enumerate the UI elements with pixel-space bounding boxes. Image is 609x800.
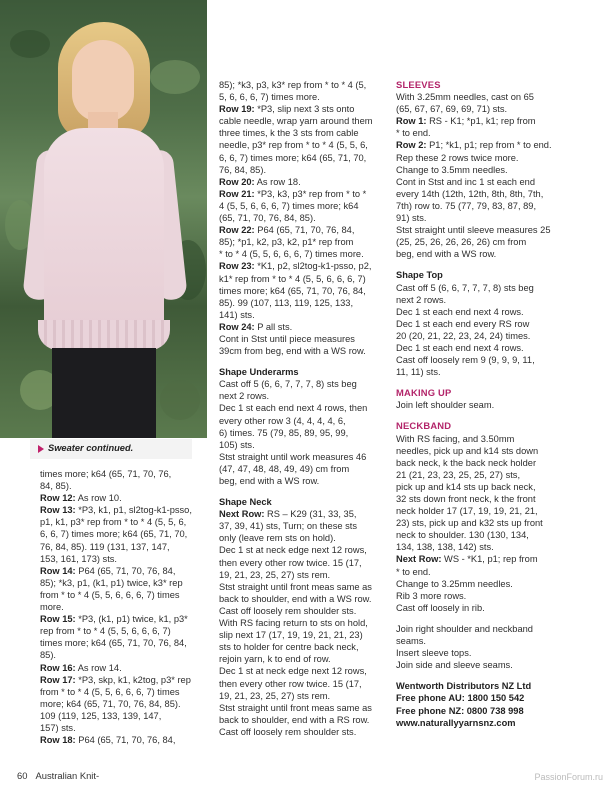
text-line	[40, 649, 210, 661]
text-line	[219, 475, 389, 487]
text-line	[396, 553, 601, 565]
body-text: from * to * 4 (5, 5, 6, 6, 6, 7) times	[40, 686, 180, 697]
body-text: 85); *k3, p3, k3* rep from * to * 4 (5,	[219, 80, 367, 90]
column-2	[219, 79, 389, 738]
magazine-name: Australian Knit-	[35, 770, 100, 781]
bold-label: www.naturallyyarnsnz.com	[396, 717, 516, 728]
body-text: Cast off 5 (6, 6, 7, 7, 7, 8) sts beg	[396, 282, 534, 293]
text-line	[396, 330, 601, 342]
body-text: 84, 85).	[40, 481, 72, 492]
text-line	[396, 420, 601, 432]
text-line	[396, 164, 601, 176]
body-text: With 3.25mm needles, cast on 65	[396, 92, 534, 103]
text-line	[219, 176, 389, 188]
body-text: more; k64 (65, 71, 70, 76, 84, 85).	[40, 698, 181, 709]
text-line	[40, 516, 210, 528]
text-line	[219, 309, 389, 321]
text-line	[40, 577, 210, 589]
body-text: Dec 1 st each end every RS row	[396, 318, 530, 329]
text-line	[396, 103, 601, 115]
text-line	[219, 690, 389, 702]
text-line	[219, 91, 389, 103]
model-photo	[0, 0, 207, 438]
text-line	[396, 282, 601, 294]
body-text: RS – K29 (31, 33, 35,	[264, 509, 357, 520]
text-line	[396, 387, 601, 399]
body-text: neck holder 17 (17, 19, 19, 21, 21,	[396, 506, 538, 517]
body-text: k1* rep from * to * 4 (5, 5, 6, 6, 6, 7)	[219, 273, 366, 284]
text-line	[396, 79, 601, 91]
body-text: 141) sts.	[219, 309, 255, 320]
text-line	[219, 714, 389, 726]
body-text: 85); *p1, k2, p3, k2, p1* rep from	[219, 237, 354, 248]
text-line	[396, 481, 601, 493]
text-line	[219, 200, 389, 212]
body-text: more.	[40, 602, 64, 613]
body-text: Join side and sleeve seams.	[396, 660, 513, 671]
body-text: 85).	[40, 650, 57, 661]
text-line	[396, 529, 601, 541]
sweater-image	[44, 128, 164, 338]
spacer	[219, 357, 389, 366]
text-line	[396, 505, 601, 517]
body-text: 19, 21, 23, 25, 27) sts rem.	[219, 569, 331, 580]
text-line	[219, 248, 389, 260]
text-line	[219, 345, 389, 357]
body-text: *P3, slip next 3 sts onto	[254, 104, 355, 115]
text-line	[40, 710, 210, 722]
text-line	[219, 451, 389, 463]
text-line	[219, 402, 389, 414]
body-text: Cast off 5 (6, 6, 7, 7, 7, 8) sts beg	[219, 379, 357, 390]
column-1	[40, 468, 210, 746]
text-line	[219, 617, 389, 629]
bold-label: Free phone AU: 1800 150 542	[396, 693, 525, 704]
bold-label: Row 14:	[40, 565, 76, 576]
watermark: PassionForum.ru	[534, 772, 603, 782]
text-line	[219, 665, 389, 677]
text-line	[396, 445, 601, 457]
body-text: 6) times. 75 (79, 85, 89, 95, 99,	[219, 427, 349, 438]
text-line	[40, 565, 210, 577]
text-line	[396, 91, 601, 103]
body-text: slip next 17 (17, 19, 19, 21, 21, 23)	[219, 630, 363, 641]
text-line	[219, 415, 389, 427]
text-line	[219, 581, 389, 593]
bold-label: Row 16:	[40, 662, 76, 673]
body-text: Stst straight until sleeve measures 25	[396, 225, 551, 236]
body-text: neck to shoulder. 130 (130, 134,	[396, 530, 529, 541]
body-text: back neck, k the back neck holder	[396, 457, 537, 468]
body-text: 7th) row to. 75 (77, 79, 83, 87, 89,	[396, 200, 537, 211]
text-line	[219, 605, 389, 617]
body-text: 76, 84, 85). 119 (131, 137, 147,	[40, 541, 170, 552]
body-text: 157) sts.	[40, 722, 76, 733]
spacer	[396, 260, 601, 269]
body-text: Dec 1 st each end next 4 rows.	[396, 342, 524, 353]
bold-label: Next Row:	[219, 509, 265, 520]
text-line	[40, 553, 210, 565]
body-text: 20 (20, 21, 22, 23, 24, 24) times.	[396, 330, 531, 341]
text-line	[40, 613, 210, 625]
body-text: pick up and k14 sts up back neck,	[396, 481, 536, 492]
bold-label: Row 18:	[40, 735, 76, 746]
body-text: Change to 3.25mm needles.	[396, 578, 513, 589]
text-line	[219, 629, 389, 641]
text-line	[40, 504, 210, 516]
text-line	[219, 641, 389, 653]
body-text: needles, pick up and k14 sts down	[396, 445, 539, 456]
text-line	[219, 224, 389, 236]
text-line	[396, 590, 601, 602]
bold-label: Free phone NZ: 0800 738 998	[396, 705, 524, 716]
text-line	[219, 127, 389, 139]
bold-label: Row 24:	[219, 321, 255, 332]
body-text: With RS facing return to sts on hold,	[219, 618, 368, 629]
text-line	[396, 399, 601, 411]
body-text: P64 (65, 71, 70, 76, 84,	[75, 565, 176, 576]
body-text: Dec 1 st at neck edge next 12 rows,	[219, 545, 367, 556]
body-text: p1, k1, p3* rep from * to * 4 (5, 5, 6,	[40, 517, 187, 528]
body-text: * to * 4 (5, 5, 6, 6, 6, 7) times more.	[219, 249, 364, 260]
spacer	[396, 614, 601, 623]
bold-label: Row 22:	[219, 225, 255, 236]
body-text: times more; k64 (65, 71, 70, 76, 84,	[219, 285, 366, 296]
bold-label: Row 21:	[219, 188, 255, 199]
text-line	[396, 188, 601, 200]
text-line	[219, 79, 389, 91]
text-line	[40, 662, 210, 674]
bold-label: Shape Neck	[219, 497, 272, 508]
bold-label: Row 20:	[219, 176, 255, 187]
body-text: next 2 rows.	[396, 294, 447, 305]
page-footer	[17, 770, 99, 781]
text-line	[219, 390, 389, 402]
text-line	[219, 439, 389, 451]
text-line	[396, 517, 601, 529]
body-text: 6, 6, 7) times more; k64 (65, 71, 70,	[40, 529, 188, 540]
text-line	[219, 544, 389, 556]
body-text: Change to 3.5mm needles.	[396, 164, 508, 175]
text-line	[396, 680, 601, 692]
text-line	[396, 566, 601, 578]
text-line	[40, 601, 210, 613]
bold-label: Row 23:	[219, 261, 255, 272]
continued-label: Sweater continued.	[48, 443, 134, 453]
body-text: Rib 3 more rows.	[396, 590, 467, 601]
text-line	[40, 637, 210, 649]
body-text: Stst straight until work measures 46	[219, 451, 367, 462]
body-text: *P3, skp, k1, k2tog, p3* rep	[75, 674, 191, 685]
text-line	[219, 273, 389, 285]
bold-label: Row 19:	[219, 104, 255, 115]
bold-label: Shape Underarms	[219, 367, 299, 378]
body-text: beg, end with a WS row.	[396, 249, 497, 260]
text-line	[40, 686, 210, 698]
body-text: * to end.	[396, 566, 431, 577]
text-line	[219, 653, 389, 665]
text-line	[40, 492, 210, 504]
body-text: seams.	[396, 636, 426, 647]
body-text: every 14th (12th, 12th, 8th, 8th, 7th,	[396, 188, 544, 199]
body-text: 23) sts, pick up and k32 sts up front	[396, 518, 543, 529]
text-line	[219, 152, 389, 164]
text-line	[219, 532, 389, 544]
text-line	[396, 127, 601, 139]
body-text: rejoin yarn, k to end of row.	[219, 654, 331, 665]
text-line	[219, 285, 389, 297]
text-line	[40, 698, 210, 710]
body-text: 11, 11) sts.	[396, 367, 441, 378]
body-text: RS - K1; *p1, k1; rep from	[426, 116, 536, 127]
text-line	[396, 236, 601, 248]
body-text: 19, 21, 23, 25, 27) sts rem.	[219, 690, 331, 701]
body-text: 85). 99 (107, 113, 119, 125, 133,	[219, 297, 354, 308]
body-text: back to shoulder, end with a WS row.	[219, 593, 372, 604]
section-heading: MAKING UP	[396, 387, 452, 399]
text-line	[219, 139, 389, 151]
body-text: 32 sts down front neck, k the front	[396, 494, 536, 504]
body-text: P all sts.	[254, 321, 293, 332]
text-line	[396, 354, 601, 366]
body-text: *P3, k3, p3* rep from * to *	[254, 188, 367, 199]
text-line	[396, 269, 601, 281]
body-text: every other row 3 (4, 4, 4, 4, 6,	[219, 415, 346, 426]
body-text: Dec 1 st at neck edge next 12 rows,	[219, 666, 367, 677]
body-text: Join right shoulder and neckband	[396, 623, 533, 634]
body-text: *K1, p2, sl2tog-k1-psso, p2,	[254, 261, 372, 272]
text-line	[396, 659, 601, 671]
text-line	[219, 557, 389, 569]
text-line	[40, 625, 210, 637]
body-text: As row 14.	[75, 662, 122, 673]
continued-banner	[30, 439, 192, 459]
text-line	[396, 635, 601, 647]
body-text: (25, 25, 26, 26, 26, 26) cm from	[396, 237, 527, 248]
body-text: 91) sts.	[396, 213, 427, 224]
section-heading: SLEEVES	[396, 79, 441, 90]
text-line	[396, 433, 601, 445]
text-line	[40, 468, 210, 480]
body-text: As row 10.	[75, 493, 122, 504]
text-line	[396, 294, 601, 306]
text-line	[396, 306, 601, 318]
body-text: 5, 6, 6, 6, 7) times more.	[219, 92, 320, 103]
body-text: Cont in Stst and inc 1 st each end	[396, 176, 536, 187]
text-line	[219, 520, 389, 532]
body-text: times more; k64 (65, 71, 70, 76, 84,	[40, 638, 187, 649]
spacer	[396, 378, 601, 387]
body-text: from * to * 4 (5, 5, 6, 6, 6, 7) times	[40, 589, 180, 600]
text-line	[396, 493, 601, 505]
text-line	[396, 578, 601, 590]
body-text: only (leave rem sts on hold).	[219, 533, 336, 544]
body-text: sts to holder for centre back neck,	[219, 642, 359, 653]
text-line	[219, 164, 389, 176]
body-text: rep from * to * 4 (5, 5, 6, 6, 6, 7)	[40, 626, 171, 637]
body-text: 6, 6, 7) times more; k64 (65, 71, 70,	[219, 152, 367, 163]
text-line	[396, 469, 601, 481]
column-3	[396, 79, 601, 729]
bold-label: Wentworth Distributors NZ Ltd	[396, 681, 532, 692]
body-text: Rep these 2 rows twice more.	[396, 152, 519, 163]
body-text: (65, 71, 70, 76, 84, 85).	[219, 213, 316, 224]
text-line	[219, 333, 389, 345]
bold-label: Next Row:	[396, 554, 442, 565]
text-line	[40, 480, 210, 492]
text-line	[40, 528, 210, 540]
text-line	[219, 188, 389, 200]
body-text: Insert sleeve tops.	[396, 648, 472, 659]
text-line	[396, 692, 601, 704]
body-text: 153, 161, 173) sts.	[40, 553, 118, 564]
text-line	[396, 318, 601, 330]
section-heading: NECKBAND	[396, 420, 452, 432]
text-line	[396, 139, 601, 151]
text-line	[40, 734, 210, 746]
body-text: 85); *k3, p1, (k1, p1) twice, k3* rep	[40, 577, 183, 588]
body-text: Cast off loosely rem shoulder sts.	[219, 726, 357, 737]
bold-label: Row 1:	[396, 116, 427, 127]
text-line	[219, 427, 389, 439]
body-text: Stst straight until front meas same as	[219, 581, 372, 592]
body-text: Cast off loosely rem 9 (9, 9, 9, 11,	[396, 355, 535, 366]
body-text: then every other row twice. 15 (17,	[219, 678, 362, 689]
text-line	[396, 212, 601, 224]
text-line	[219, 366, 389, 378]
body-text: 37, 39, 41) sts, Turn; on these sts	[219, 521, 357, 532]
page-number: 60	[17, 770, 28, 781]
text-line	[219, 212, 389, 224]
text-line	[396, 342, 601, 354]
body-text: times more; k64 (65, 71, 70, 76,	[40, 469, 172, 479]
text-line	[40, 674, 210, 686]
body-text: As row 18.	[254, 176, 301, 187]
text-line	[396, 200, 601, 212]
body-text: 109 (119, 125, 133, 139, 147,	[40, 710, 162, 721]
text-line	[219, 321, 389, 333]
text-line	[219, 496, 389, 508]
text-line	[396, 705, 601, 717]
text-line	[219, 260, 389, 272]
body-text: (47, 47, 48, 48, 49, 49) cm from	[219, 463, 350, 474]
text-line	[219, 378, 389, 390]
bold-label: Row 17:	[40, 674, 76, 685]
body-text: P64 (65, 71, 70, 76, 84,	[254, 225, 355, 236]
body-text: cable needle, wrap yarn around them	[219, 116, 373, 127]
text-line	[40, 541, 210, 553]
text-line	[396, 457, 601, 469]
spacer	[219, 487, 389, 496]
text-line	[396, 152, 601, 164]
text-line	[219, 702, 389, 714]
body-text: P64 (65, 71, 70, 76, 84,	[75, 735, 176, 746]
spacer	[396, 411, 601, 420]
body-text: Join left shoulder seam.	[396, 400, 495, 411]
text-line	[396, 176, 601, 188]
body-text: Stst straight until front meas same as	[219, 702, 372, 713]
body-text: * to end.	[396, 128, 431, 139]
body-text: back to shoulder, end with a RS row.	[219, 714, 370, 725]
body-text: 76, 84, 85).	[219, 164, 267, 175]
text-line	[219, 115, 389, 127]
text-line	[396, 623, 601, 635]
body-text: With RS facing, and 3.50mm	[396, 433, 515, 444]
body-text: 105) sts.	[219, 439, 255, 450]
text-line	[219, 463, 389, 475]
body-text: 134, 138, 138, 142) sts.	[396, 542, 494, 553]
body-text: then every other row twice. 15 (17,	[219, 557, 362, 568]
body-text: *P3, k1, p1, sl2tog-k1-psso,	[75, 505, 192, 516]
text-line	[219, 236, 389, 248]
body-text: P1; *k1, p1; rep from * to end.	[426, 140, 552, 151]
body-text: beg, end with a WS row.	[219, 476, 320, 486]
text-line	[396, 647, 601, 659]
body-text: (65, 67, 67, 69, 69, 71) sts.	[396, 104, 508, 115]
text-line	[396, 717, 601, 729]
text-line	[396, 248, 601, 260]
body-text: 4 (5, 5, 6, 6, 6, 7) times more; k64	[219, 200, 359, 211]
text-line	[40, 722, 210, 734]
text-line	[219, 726, 389, 738]
text-line	[219, 508, 389, 520]
body-text: three times, k the 3 sts from cable	[219, 128, 359, 139]
body-text: Dec 1 st each end next 4 rows, then	[219, 403, 368, 414]
bold-label: Row 12:	[40, 493, 76, 504]
text-line	[219, 678, 389, 690]
body-text: Cast off loosely in rib.	[396, 602, 485, 613]
body-text: 39cm from beg, end with a WS row.	[219, 346, 366, 357]
text-line	[219, 103, 389, 115]
body-text: 21 (21, 23, 23, 25, 25, 27) sts,	[396, 469, 521, 480]
bold-label: Row 15:	[40, 614, 76, 625]
text-line	[396, 115, 601, 127]
bold-label: Row 2:	[396, 140, 427, 151]
body-text: Cont in Stst until piece measures	[219, 333, 355, 344]
body-text: *P3, (k1, p1) twice, k1, p3*	[75, 614, 188, 625]
body-text: WS - *K1, p1; rep from	[441, 554, 538, 565]
text-line	[219, 297, 389, 309]
bold-label: Shape Top	[396, 270, 443, 281]
body-text: next 2 rows.	[219, 391, 270, 402]
text-line	[396, 366, 601, 378]
body-text: needle, p3* rep from * to * 4 (5, 5, 6,	[219, 140, 368, 151]
text-line	[40, 589, 210, 601]
body-text: Cast off loosely rem shoulder sts.	[219, 605, 357, 616]
body-text: Dec 1 st each end next 4 rows.	[396, 306, 524, 317]
text-line	[396, 602, 601, 614]
text-line	[219, 593, 389, 605]
text-line	[219, 569, 389, 581]
text-line	[396, 224, 601, 236]
text-line	[396, 541, 601, 553]
triangle-icon	[38, 445, 44, 453]
bold-label: Row 13:	[40, 505, 76, 516]
spacer	[396, 671, 601, 680]
